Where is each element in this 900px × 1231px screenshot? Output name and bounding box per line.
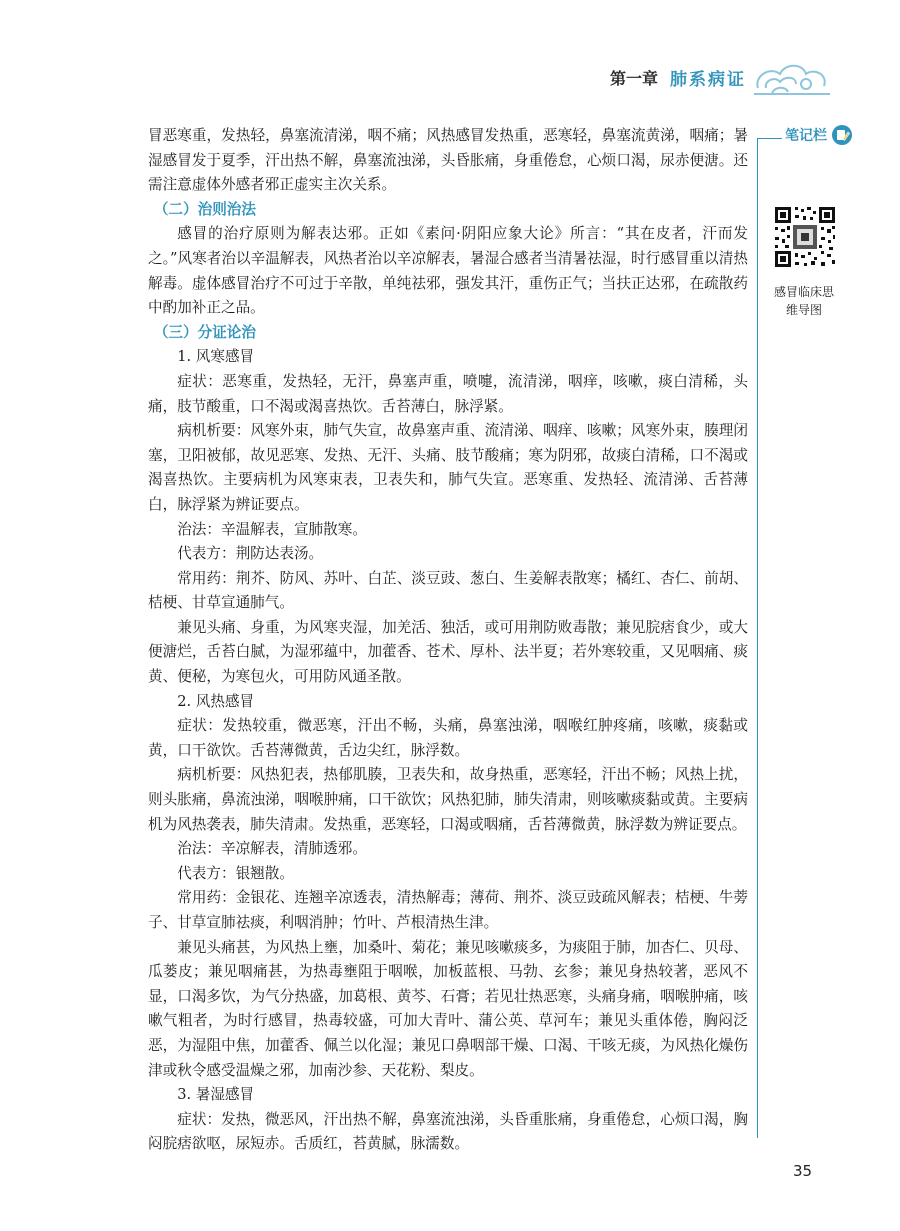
paragraph: 代表方：荆防达表汤。	[177, 545, 324, 563]
subsection-heading: 1. 风寒感冒	[177, 348, 255, 366]
paragraph: 常用药：金银花、连翘辛凉透表，清热解毒；薄荷、荆芥、淡豆豉疏风解表；桔梗、牛蒡子、甘草宣肺祛痰，利咽消肿；竹叶、芦根清热生津。	[148, 889, 748, 931]
qr-code[interactable]	[773, 205, 837, 269]
notes-column-header	[785, 124, 853, 146]
sidebar-top-rule	[757, 138, 782, 139]
paragraph: 兼见头痛、身重，为风寒夹湿，加羌活、独活，或可用荆防败毒散；兼见脘痞食少，或大便溏烂，舌苔白腻，为湿邪蕴中，加藿香、苍术、厚朴、法半夏；若外寒较重，又见咽痛、痰黄、便秘，为寒包火，可用防风通圣散。	[148, 618, 748, 686]
paragraph: 感冒的治疗原则为解表达邪。正如《素问·阴阳应象大论》所言：“其在皮者，汗而发之。”风寒者治以辛温解表，风热者治以辛凉解表，暑湿合感者当清暑祛湿，时行感冒重以清热解毒。虚体感冒治疗不可过于辛散，单纯祛邪，强发其汗，重伤正气；当扶正达邪，在疏散药中酌加补正之品。	[148, 225, 748, 317]
qr-caption-line: 维导图	[785, 303, 822, 317]
chapter-title: 肺系病证	[670, 69, 747, 90]
paragraph: 病机析要：风寒外束，肺气失宣，故鼻塞声重、流清涕、咽痒、咳嗽；风寒外束，腠理闭塞，卫阳被郁，故见恶寒、发热、无汗、头痛、肢节酸痛；寒为阴邪，故痰白清稀，口不渴或渴喜热饮。主要病机为风寒束表，卫表失和，肺气失宣。恶寒重、发热轻、流清涕、舌苔薄白，脉浮紧为辨证要点。	[148, 422, 748, 513]
paragraph: 常用药：荆芥、防风、苏叶、白芷、淡豆豉、葱白、生姜解表散寒；橘红、杏仁、前胡、桔梗、甘草宣通肺气。	[148, 569, 748, 612]
paragraph: 症状：发热，微恶风，汗出热不解，鼻塞流浊涕，头昏重胀痛，身重倦怠，心烦口渴，胸闷脘痞欲呕，尿短赤。舌质红，苔黄腻，脉濡数。	[148, 1110, 748, 1153]
qr-caption-line: 感冒临床思	[773, 285, 834, 299]
running-header	[610, 64, 746, 90]
paragraph: 症状：发热较重，微恶寒，汗出不畅，头痛，鼻塞浊涕，咽喉红肿疼痛，咳嗽，痰黏或黄，口干欲饮。舌苔薄微黄，舌边尖红，脉浮数。	[148, 717, 748, 759]
notes-label: 笔记栏	[785, 128, 827, 144]
subsection-heading: 2. 风热感冒	[177, 692, 255, 710]
body-text	[148, 124, 748, 1157]
paragraph: 症状：恶寒重，发热轻，无汗，鼻塞声重，喷嚏，流清涕，咽痒，咳嗽，痰白清稀，头痛，肢节酸重，口不渴或渴喜热饮。舌苔薄白，脉浮紧。	[148, 372, 748, 415]
chapter-label: 第一章	[610, 68, 659, 88]
cloud-swirl-icon	[752, 58, 832, 100]
paragraph: 治法：辛温解表，宣肺散寒。	[177, 520, 367, 538]
paragraph: 代表方：银翘散。	[177, 864, 294, 882]
paragraph: 病机析要：风热犯表，热郁肌腠，卫表失和，故身热重，恶寒轻，汗出不畅；风热上扰，则头胀痛，鼻流浊涕，咽喉肿痛，口干欲饮；风热犯肺，肺失清肃，则咳嗽痰黏或黄。主要病机为风热袭表，肺失清肃。发热重，恶寒轻，口渴或咽痛，舌苔薄微黄，脉浮数为辨证要点。	[148, 766, 748, 833]
notes-pen-icon	[831, 124, 853, 146]
sidebar-rule	[757, 138, 758, 1138]
qr-caption	[766, 283, 842, 319]
paragraph: 冒恶寒重，发热轻，鼻塞流清涕，咽不痛；风热感冒发热重，恶寒轻，鼻塞流黄涕，咽痛；暑湿感冒发于夏季，汗出热不解，鼻塞流浊涕，头昏胀痛，身重倦怠，心烦口渴，尿赤便溏。还需注意虚体外感者邪正虚实主次关系。	[148, 127, 748, 194]
paragraph: 兼见头痛甚，为风热上壅，加桑叶、菊花；兼见咳嗽痰多，为痰阻于肺，加杏仁、贝母、瓜蒌皮；兼见咽痛甚，为热毒壅阻于咽喉，加板蓝根、马勃、玄参；兼见身热较著，恶风不显，口渴多饮，为气分热盛，加葛根、黄芩、石膏；若见壮热恶寒，头痛身痛，咽喉肿痛，咳嗽气粗者，为时行感冒，热毒较盛，可加大青叶、蒲公英、草河车；兼见头重体倦，胸闷泛恶，为湿阻中焦，加藿香、佩兰以化湿；兼见口鼻咽部干燥、口渴、干咳无痰，为风热化燥伤津或秋令感受温燥之邪，加南沙参、天花粉、梨皮。	[148, 938, 748, 1079]
section-heading: （三）分证论治	[153, 323, 256, 341]
subsection-heading: 3. 暑湿感冒	[177, 1086, 255, 1104]
page-number: 35	[793, 1162, 813, 1180]
section-heading: （二）治则治法	[153, 200, 256, 218]
paragraph: 治法：辛凉解表，清肺透邪。	[177, 840, 367, 858]
